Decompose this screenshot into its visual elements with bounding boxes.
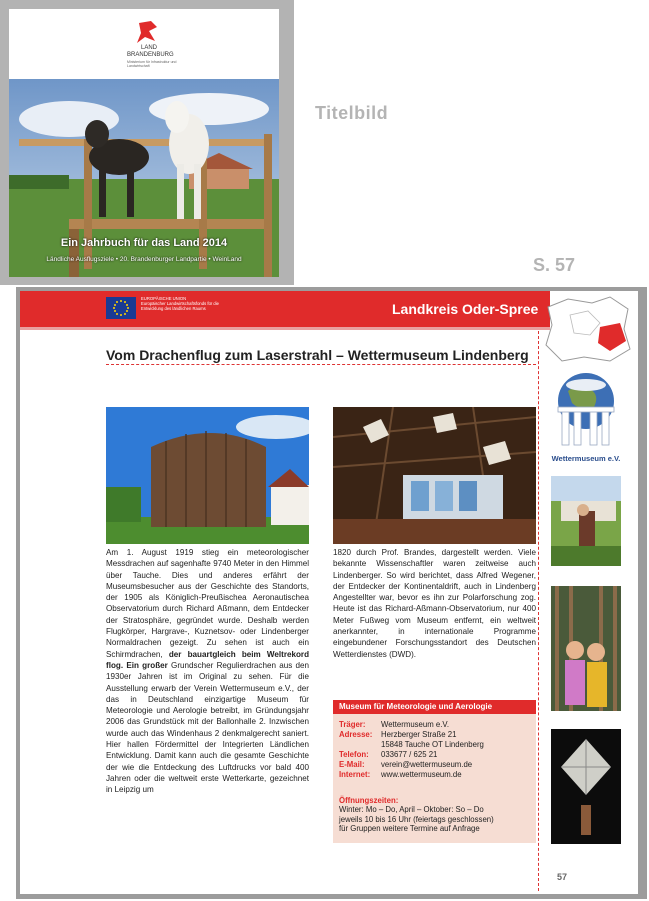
info-label: Träger: <box>339 720 366 729</box>
info-row-traeger <box>339 720 534 730</box>
article-column-1 <box>106 547 309 847</box>
column-1-bold-text: der bauartgleich beim Weltrekord flog. Ein großer <box>106 649 310 670</box>
column-1-text-a: Am 1. August 1919 stieg ein meteorologischer Messdrachen auf sagenhafte 9740 Meter in den Himmel über Tauche. Dies und anderes erfährt der Museumsbesucher aus der Geschichte des Standorts, der 1905 als Königlich-Preußischea Aeronautischea Observatorium durch Richard Aßmann, dem Entdecker der Stratosphäre, gegründet wurde. Deshalb werden Flugkörper, Hargrave-, Kuznetsov- oder Lindenberger Normaldrachen gezeigt. Zu sehen ist auch ein Schirmdrachen, <box>106 548 309 659</box>
wettermuseum-logo <box>550 371 622 451</box>
side-photo-children <box>551 586 621 711</box>
info-value: Wettermuseum e.V. <box>381 720 450 729</box>
cover-logo-subtitle: Ministerium für Infrastruktur und Landwirtschaft <box>127 60 177 68</box>
dotted-divider-vertical <box>538 331 539 891</box>
info-row-email <box>339 760 534 770</box>
cover-title: Ein Jahrbuch für das Land 2014 <box>60 237 228 249</box>
info-box-heading: Museum für Meteorologie und Aerologie <box>333 700 536 714</box>
info-label: Internet: <box>339 770 371 779</box>
email-link[interactable]: verein@wettermuseum.de <box>381 760 473 769</box>
side-photo-kite-display <box>551 476 621 566</box>
cover-page <box>9 9 279 277</box>
cover-subtitle: Ländliche Ausflugsziele • 20. Brandenburger Landpartie • WeinLand <box>46 256 242 263</box>
info-label: Telefon: <box>339 750 369 759</box>
info-row-telefon <box>339 750 534 760</box>
info-label: E-Mail: <box>339 760 365 769</box>
region-title: Landkreis Oder-Spree <box>392 301 539 317</box>
eu-flag-icon <box>106 297 136 319</box>
info-row-adresse <box>339 730 534 750</box>
page-reference-label: S. 57 <box>533 255 576 275</box>
opening-hours-text: Winter: Mo – Do, April – Oktober: So – Do jeweils 10 bis 16 Uhr (feiertags geschlossen) für Gruppen weitere Termine auf Anfrage <box>339 805 494 833</box>
cover-logo-text: LAND BRANDENBURG <box>127 45 174 58</box>
article-title: Vom Drachenflug zum Laserstrahl – Wettermuseum Lindenberg <box>106 347 529 363</box>
cover-thumbnail[interactable] <box>0 0 294 285</box>
article-column-2: 1820 durch Prof. Brandes, dargestellt werden. Viele bekannte Wissenschaftler waren zeitweise auch Lindenberger. So wird berichtet, dass Alfred Wegener, der Entdecker der Kontinentaldrift, auch in Lindenberg Angestellter war, bevor es ihn zur Polarforschung zog. Heute ist das Richard-Aßmann-Observatorium, nur 400 Meter Fußweg vom Museum entfernt, ein weltweit anerkannter, in internationale Programme eingebundener Forschungsstandort des Deutschen Wetterdienstes (DWD). <box>333 548 536 659</box>
museum-info-box <box>333 700 536 843</box>
museum-interior-photo <box>333 407 536 544</box>
eu-funding-text: EUROPÄISCHE UNION Europäischer Landwirtschaftsfonds für die Entwicklung des ländlichen Raums <box>141 296 219 311</box>
magazine-page <box>20 291 638 894</box>
wettermuseum-logo-text: Wettermuseum e.V. <box>551 454 621 463</box>
header-band-line <box>20 327 550 330</box>
info-value: 033677 / 625 21 <box>381 750 438 759</box>
page-number: 57 <box>557 872 568 882</box>
info-value: Herzberger Straße 21 15848 Tauche OT Lindenberg <box>381 730 484 749</box>
info-row-internet <box>339 770 534 780</box>
brandenburg-map-icon <box>540 293 636 365</box>
dotted-divider-horizontal <box>106 364 536 365</box>
ballonhalle-photo <box>106 407 309 544</box>
cover-header <box>9 9 279 79</box>
side-photo-kite <box>551 729 621 844</box>
opening-hours-heading: Öffnungszeiten: <box>339 796 399 805</box>
website-link[interactable]: www.wettermuseum.de <box>381 770 462 779</box>
titelbild-label: Titelbild <box>315 103 389 123</box>
column-1-text-b: Grundscher Regulierdrachen aus den 1930er Jahren ist im Original zu sehen. Für die Ausstellung erwarb der Verein Wettermuseum e.V., der das in Deutschland einzigartige Museum für Meteorologie und Aerologie betreibt, im Gründungsjahr 2006 das Grundstück mit der Ballonhalle 2. Inzwischen wurde auch das Windenhaus 2 denkmalgerecht saniert. Hier hallen Fördermittel der Integrierten Ländlichen Entwicklung. Damit kann auch die gesamte Geschichte der wie die Entdeckung des Luftdrucks vor bald 400 Jahren oder die weltweit erste Wetterkarte, gezeichnet in Leipzig um <box>106 660 310 795</box>
info-label: Adresse: <box>339 730 373 739</box>
